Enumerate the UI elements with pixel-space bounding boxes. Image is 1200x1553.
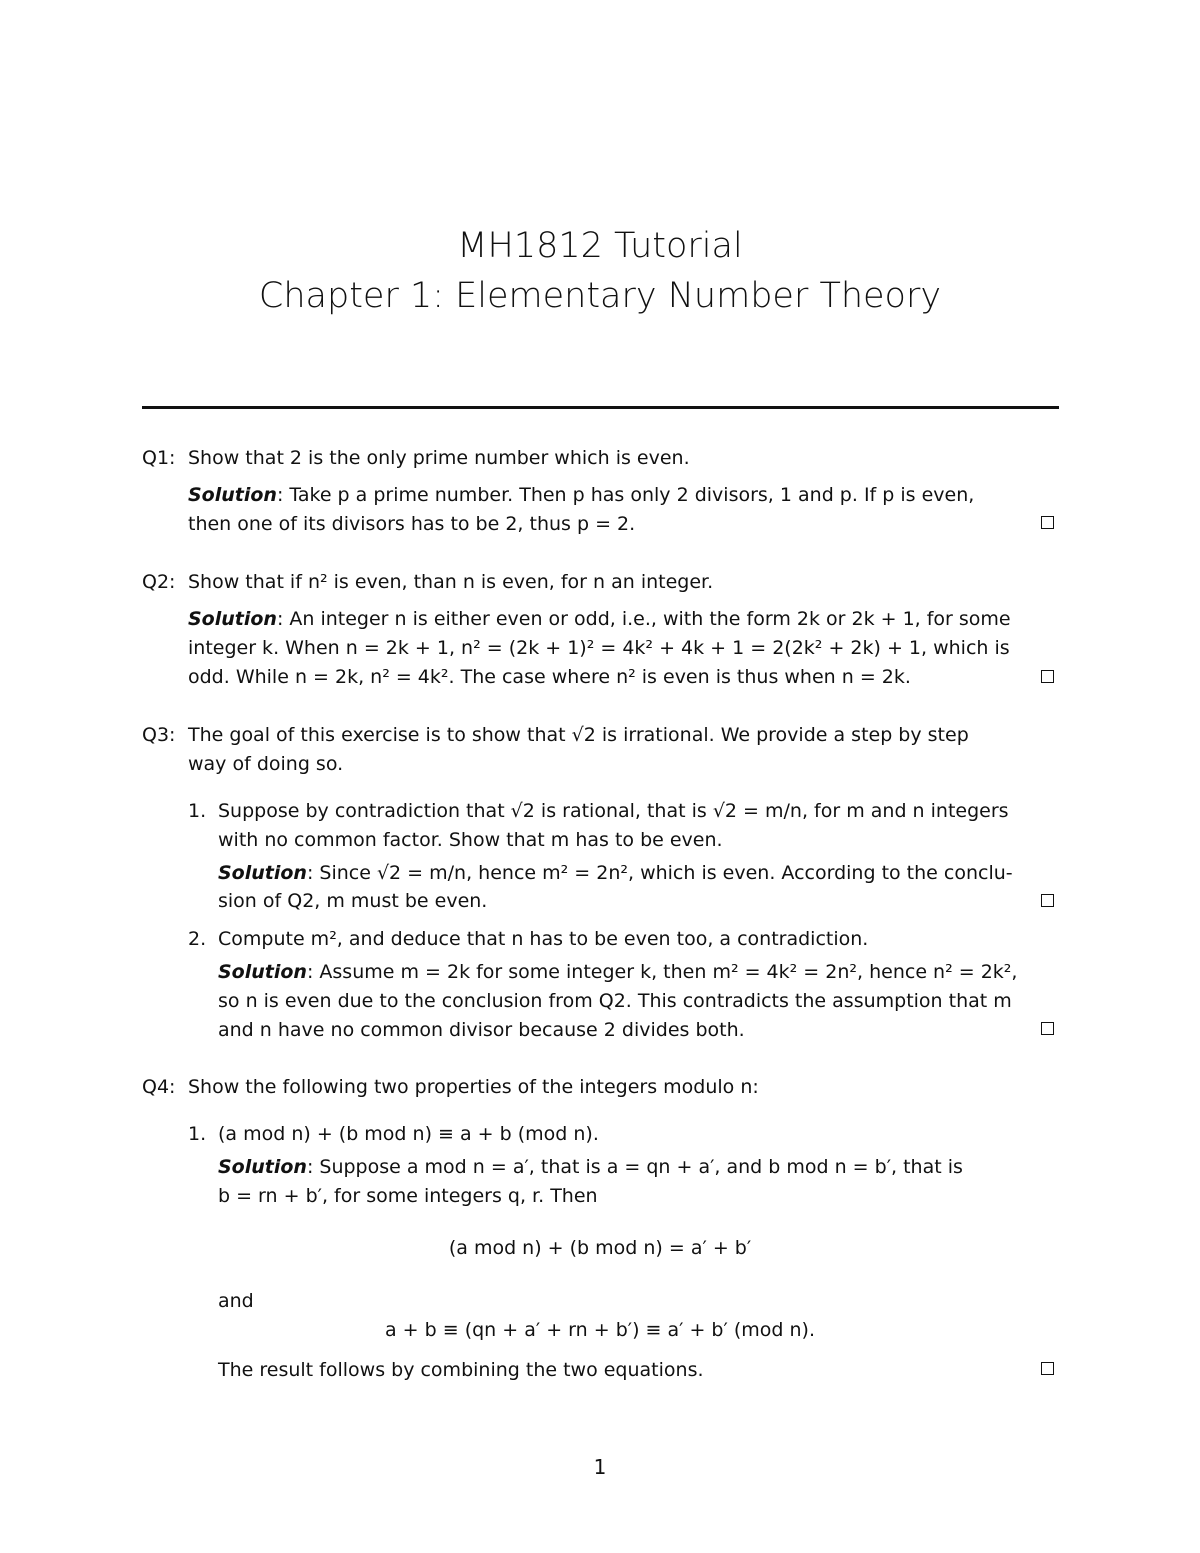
q4-question: Show the following two properties of the integers modulo n: <box>188 1076 759 1098</box>
q4-item1-line1: (a mod n) + (b mod n) ≡ a + b (mod n). <box>218 1123 599 1145</box>
q1-question: Show that 2 is the only prime number which is even. <box>188 447 690 469</box>
q2-solution-line1 <box>188 607 1011 631</box>
q2-question: Show that if n² is even, than n is even, for n an integer. <box>188 571 714 593</box>
qed-icon <box>1041 894 1054 907</box>
q4-equation2: a + b ≡ (qn + a′ + rn + b′) ≡ a′ + b′ (mod n). <box>385 1319 815 1341</box>
qed-icon <box>1041 670 1054 683</box>
q4-item1-solution-label: Solution <box>218 1156 307 1178</box>
q1-solution-line2: then one of its divisors has to be 2, thus p = 2. <box>188 513 636 535</box>
q4-and-word: and <box>218 1290 254 1312</box>
q3-label: Q3: <box>142 724 176 746</box>
q3-item1-solution-line1 <box>218 861 1013 885</box>
q1-solution-label: Solution <box>188 484 277 506</box>
q2-solution-line3: odd. While n = 2k, n² = 4k². The case where n² is even is thus when n = 2k. <box>188 666 911 688</box>
q4-conclusion: The result follows by combining the two equations. <box>218 1359 704 1381</box>
q1-label: Q1: <box>142 447 176 469</box>
q3-intro-line2: way of doing so. <box>188 753 344 775</box>
q2-solution-text1: : An integer n is either even or odd, i.e., with the form 2k or 2k + 1, for some <box>276 608 1011 630</box>
q3-intro-line1: The goal of this exercise is to show that √2 is irrational. We provide a step by step <box>188 724 969 746</box>
q1-solution-line1 <box>188 483 974 507</box>
q3-item2-num: 2. <box>188 928 207 950</box>
q3-item2-solution-line3: and n have no common divisor because 2 divides both. <box>218 1019 745 1041</box>
q3-item1-line2: with no common factor. Show that m has to be even. <box>218 829 723 851</box>
q4-label: Q4: <box>142 1076 176 1098</box>
q3-item2-solution-text1: : Assume m = 2k for some integer k, then m² = 4k² = 2n², hence n² = 2k², <box>306 961 1018 983</box>
q3-item2-solution-label: Solution <box>218 961 307 983</box>
page-title: MH1812 Tutorial <box>457 226 743 266</box>
q3-item1-solution-label: Solution <box>218 862 307 884</box>
page-subtitle: Chapter 1: Elementary Number Theory <box>258 276 942 316</box>
q3-item1-solution-text1: : Since √2 = m/n, hence m² = 2n², which is even. According to the conclu- <box>306 862 1013 884</box>
q3-item1-line1: Suppose by contradiction that √2 is rational, that is √2 = m/n, for m and n integers <box>218 800 1009 822</box>
page-number: 1 <box>593 1455 607 1479</box>
q2-solution-line2: integer k. When n = 2k + 1, n² = (2k + 1)² = 4k² + 4k + 1 = 2(2k² + 2k) + 1, which is <box>188 637 1010 659</box>
q3-item2-solution-line2: so n is even due to the conclusion from Q2. This contradicts the assumption that m <box>218 990 1012 1012</box>
q4-equation1: (a mod n) + (b mod n) = a′ + b′ <box>448 1237 752 1259</box>
q4-item1-solution-line2: b = rn + b′, for some integers q, r. Then <box>218 1185 598 1207</box>
qed-icon <box>1041 1022 1054 1035</box>
q1-solution-text1: : Take p a prime number. Then p has only 2 divisors, 1 and p. If p is even, <box>276 484 975 506</box>
q3-item2-solution-line1 <box>218 960 1017 984</box>
q2-label: Q2: <box>142 571 176 593</box>
q3-item1-solution-line2: sion of Q2, m must be even. <box>218 890 488 912</box>
q3-item1-num: 1. <box>188 800 207 822</box>
q4-item1-num: 1. <box>188 1123 207 1145</box>
q2-solution-label: Solution <box>188 608 277 630</box>
q4-item1-solution-line1 <box>218 1155 963 1179</box>
horizontal-rule <box>142 406 1059 409</box>
q4-item1-solution-text1: : Suppose a mod n = a′, that is a = qn + a′, and b mod n = b′, that is <box>306 1156 963 1178</box>
q3-item2-line1: Compute m², and deduce that n has to be even too, a contradiction. <box>218 928 869 950</box>
qed-icon <box>1041 516 1054 529</box>
qed-icon <box>1041 1362 1054 1375</box>
